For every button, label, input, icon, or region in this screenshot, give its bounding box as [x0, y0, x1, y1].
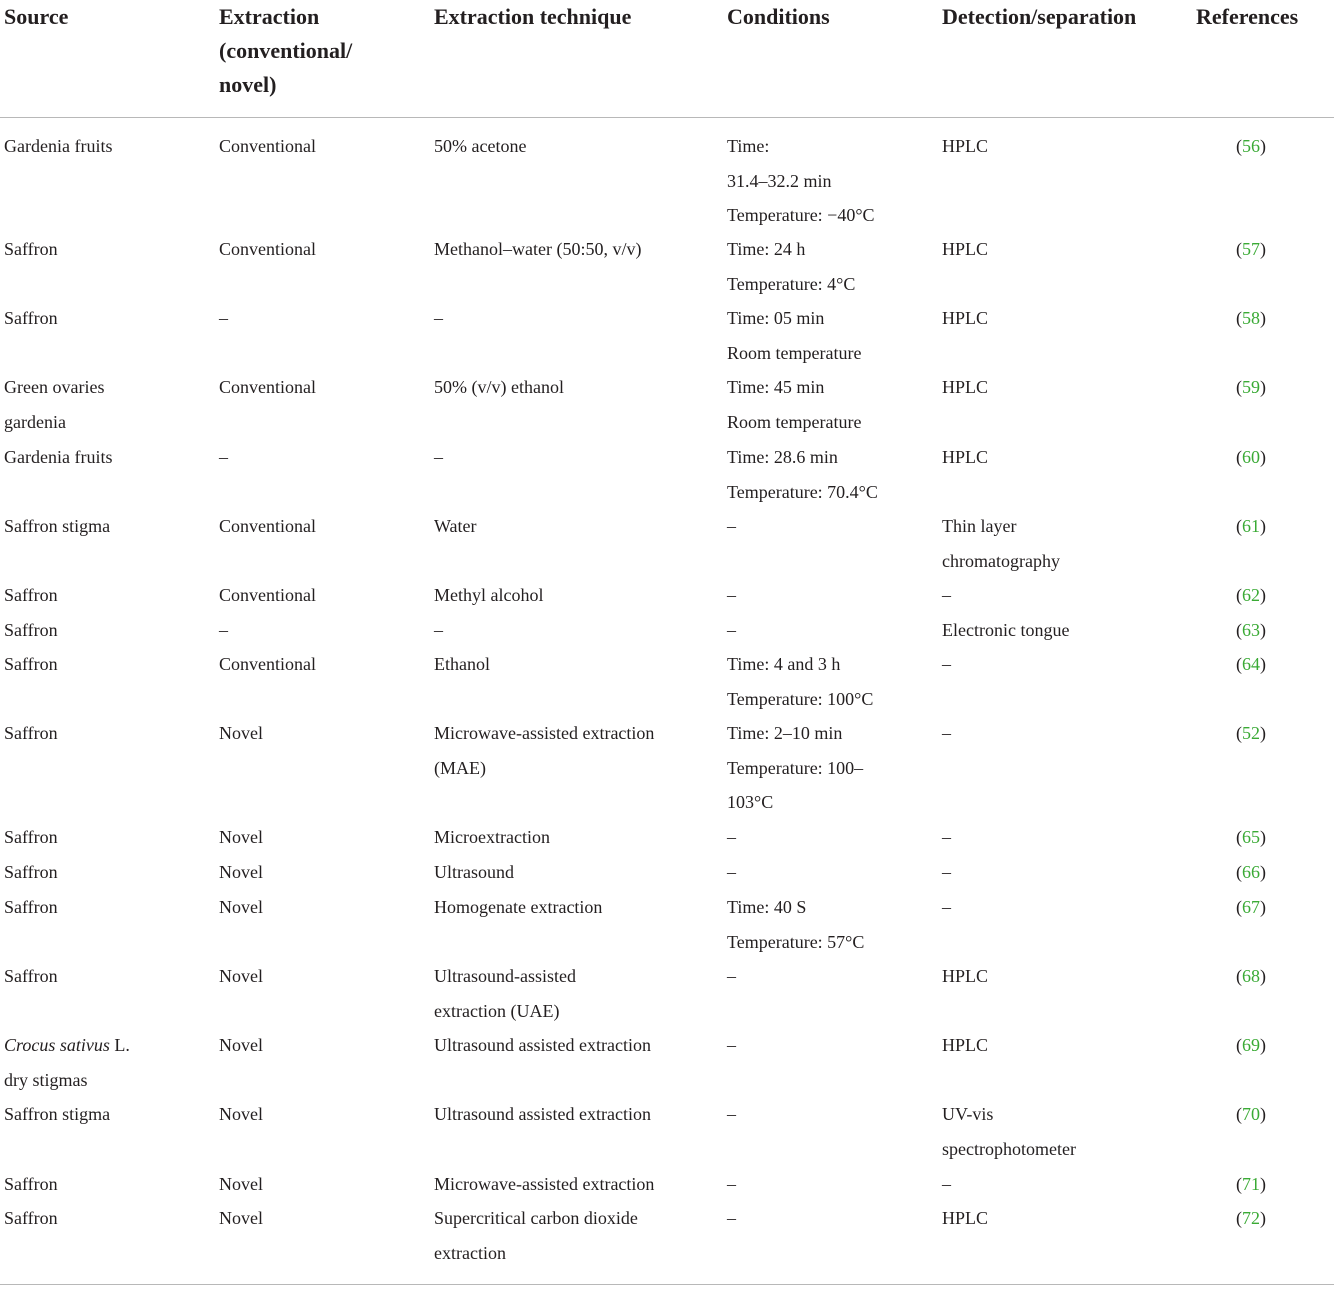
- cell-conditions: –: [727, 620, 736, 640]
- cell-technique: 50% (v/v) ethanol: [434, 377, 564, 397]
- cell-reference: (59): [1236, 377, 1266, 397]
- cell-source: Saffron: [4, 897, 58, 917]
- cell-technique: Microwave-assisted extraction: [434, 1174, 655, 1194]
- reference-link[interactable]: 61: [1242, 516, 1260, 536]
- source-suffix: L. dry stigmas: [4, 1035, 130, 1090]
- cell-reference: (60): [1236, 447, 1266, 467]
- cell-technique: Ultrasound assisted extraction: [434, 1104, 651, 1124]
- cell-technique: Ultrasound: [434, 862, 514, 882]
- cell-technique: Water: [434, 516, 477, 536]
- reference-link[interactable]: 58: [1242, 308, 1260, 328]
- cell-extraction: –: [219, 620, 228, 640]
- cell-technique: Homogenate extraction: [434, 897, 603, 917]
- cell-technique: 50% acetone: [434, 136, 527, 156]
- cell-conditions: Time: 05 min Room temperature: [727, 308, 862, 363]
- cell-reference: (63): [1236, 620, 1266, 640]
- cell-extraction: Novel: [219, 1104, 263, 1124]
- cell-detection: HPLC: [942, 1208, 989, 1228]
- cell-extraction: Conventional: [219, 516, 316, 536]
- cell-reference: (56): [1236, 136, 1266, 156]
- cell-detection: –: [942, 862, 951, 882]
- cell-reference: (69): [1236, 1035, 1266, 1055]
- cell-conditions: –: [727, 1208, 736, 1228]
- cell-source: Saffron: [4, 654, 58, 674]
- cell-conditions: Time: 4 and 3 h Temperature: 100°C: [727, 654, 874, 709]
- cell-extraction: Novel: [219, 966, 263, 986]
- cell-detection: HPLC: [942, 239, 989, 259]
- cell-extraction: Novel: [219, 862, 263, 882]
- cell-detection: –: [942, 723, 951, 743]
- reference-link[interactable]: 72: [1242, 1208, 1260, 1228]
- table-bottom-rule: [0, 1284, 1334, 1285]
- cell-source: Saffron: [4, 1208, 58, 1228]
- cell-source: Gardenia fruits: [4, 447, 113, 467]
- cell-detection: –: [942, 827, 951, 847]
- cell-conditions: –: [727, 862, 736, 882]
- cell-detection: –: [942, 897, 951, 917]
- cell-extraction: –: [219, 447, 228, 467]
- cell-reference: (67): [1236, 897, 1266, 917]
- cell-reference: (68): [1236, 966, 1266, 986]
- cell-extraction: Conventional: [219, 239, 316, 259]
- cell-source: Gardenia fruits: [4, 136, 113, 156]
- cell-reference: (61): [1236, 516, 1266, 536]
- reference-link[interactable]: 60: [1242, 447, 1260, 467]
- cell-source: Saffron: [4, 308, 58, 328]
- cell-extraction: Novel: [219, 723, 263, 743]
- cell-reference: (71): [1236, 1174, 1266, 1194]
- cell-technique: Microextraction: [434, 827, 550, 847]
- reference-link[interactable]: 65: [1242, 827, 1260, 847]
- reference-link[interactable]: 70: [1242, 1104, 1260, 1124]
- cell-reference: (72): [1236, 1208, 1266, 1228]
- cell-extraction: Novel: [219, 897, 263, 917]
- cell-detection: –: [942, 654, 951, 674]
- cell-extraction: Conventional: [219, 585, 316, 605]
- cell-conditions: –: [727, 1035, 736, 1055]
- cell-conditions: –: [727, 966, 736, 986]
- cell-technique: Microwave-assisted extraction (MAE): [434, 723, 655, 778]
- cell-conditions: –: [727, 516, 736, 536]
- cell-detection: Thin layer chromatography: [942, 516, 1060, 571]
- cell-source: Saffron: [4, 585, 58, 605]
- cell-conditions: –: [727, 827, 736, 847]
- reference-link[interactable]: 62: [1242, 585, 1260, 605]
- reference-link[interactable]: 59: [1242, 377, 1260, 397]
- cell-reference: (52): [1236, 723, 1266, 743]
- cell-source: Saffron: [4, 966, 58, 986]
- cell-source: Saffron: [4, 827, 58, 847]
- species-name: Crocus sativus: [4, 1035, 110, 1055]
- cell-extraction: Novel: [219, 1174, 263, 1194]
- cell-conditions: –: [727, 1104, 736, 1124]
- cell-source: [4, 1028, 204, 1097]
- cell-technique: Supercritical carbon dioxide extraction: [434, 1208, 638, 1263]
- cell-source: Saffron: [4, 723, 58, 743]
- cell-conditions: Time: 28.6 min Temperature: 70.4°C: [727, 447, 878, 502]
- cell-conditions: Time: 24 h Temperature: 4°C: [727, 239, 856, 294]
- cell-source: Saffron: [4, 1174, 58, 1194]
- cell-extraction: Novel: [219, 1035, 263, 1055]
- cell-technique: Methanol–water (50:50, v/v): [434, 239, 642, 259]
- cell-source: Green ovaries gardenia: [4, 377, 105, 432]
- cell-reference: (62): [1236, 585, 1266, 605]
- cell-source: Saffron stigma: [4, 1104, 111, 1124]
- cell-conditions: –: [727, 1174, 736, 1194]
- reference-link[interactable]: 56: [1242, 136, 1260, 156]
- cell-reference: (57): [1236, 239, 1266, 259]
- cell-source: Saffron: [4, 862, 58, 882]
- cell-technique: –: [434, 308, 443, 328]
- cell-reference: (58): [1236, 308, 1266, 328]
- cell-reference: (66): [1236, 862, 1266, 882]
- cell-detection: HPLC: [942, 966, 989, 986]
- header-source: Source: [4, 4, 69, 29]
- cell-extraction: –: [219, 308, 228, 328]
- cell-extraction: Conventional: [219, 136, 316, 156]
- reference-link[interactable]: 57: [1242, 239, 1260, 259]
- cell-extraction: Novel: [219, 827, 263, 847]
- reference-link[interactable]: 63: [1242, 620, 1260, 640]
- cell-detection: HPLC: [942, 308, 989, 328]
- cell-conditions: –: [727, 585, 736, 605]
- cell-conditions: Time: 45 min Room temperature: [727, 377, 862, 432]
- cell-detection: –: [942, 585, 951, 605]
- cell-source: Saffron: [4, 239, 58, 259]
- cell-reference: (64): [1236, 654, 1266, 674]
- reference-link[interactable]: 66: [1242, 862, 1260, 882]
- header-technique: Extraction technique: [434, 4, 632, 29]
- cell-reference: (65): [1236, 827, 1266, 847]
- cell-technique: Ultrasound-assisted extraction (UAE): [434, 966, 576, 1021]
- cell-source: Saffron stigma: [4, 516, 111, 536]
- cell-extraction: Novel: [219, 1208, 263, 1228]
- cell-extraction: Conventional: [219, 654, 316, 674]
- cell-conditions: Time: 40 S Temperature: 57°C: [727, 897, 865, 952]
- cell-technique: Ethanol: [434, 654, 490, 674]
- reference-link[interactable]: 52: [1242, 723, 1260, 743]
- cell-detection: –: [942, 1174, 951, 1194]
- reference-link[interactable]: 64: [1242, 654, 1260, 674]
- cell-detection: HPLC: [942, 136, 989, 156]
- cell-technique: –: [434, 620, 443, 640]
- reference-link[interactable]: 71: [1242, 1174, 1260, 1194]
- cell-detection: HPLC: [942, 447, 989, 467]
- cell-detection: HPLC: [942, 377, 989, 397]
- cell-reference: (70): [1236, 1104, 1266, 1124]
- header-extraction: Extraction (conventional/ novel): [219, 4, 353, 97]
- cell-conditions: Time: 31.4–32.2 min Temperature: −40°C: [727, 136, 875, 226]
- cell-conditions: Time: 2–10 min Temperature: 100– 103°C: [727, 723, 864, 813]
- header-references: References: [1196, 4, 1299, 29]
- cell-detection: UV-vis spectrophotometer: [942, 1104, 1076, 1159]
- cell-technique: –: [434, 447, 443, 467]
- header-conditions: Conditions: [727, 4, 830, 29]
- cell-technique: Methyl alcohol: [434, 585, 544, 605]
- cell-source: Saffron: [4, 620, 58, 640]
- table-header-row: [0, 0, 1334, 118]
- cell-technique: Ultrasound assisted extraction: [434, 1035, 651, 1055]
- cell-detection: Electronic tongue: [942, 620, 1070, 640]
- cell-detection: HPLC: [942, 1035, 989, 1055]
- reference-link[interactable]: 69: [1242, 1035, 1260, 1055]
- header-detection: Detection/separation: [942, 4, 1137, 29]
- reference-link[interactable]: 68: [1242, 966, 1260, 986]
- cell-extraction: Conventional: [219, 377, 316, 397]
- reference-link[interactable]: 67: [1242, 897, 1260, 917]
